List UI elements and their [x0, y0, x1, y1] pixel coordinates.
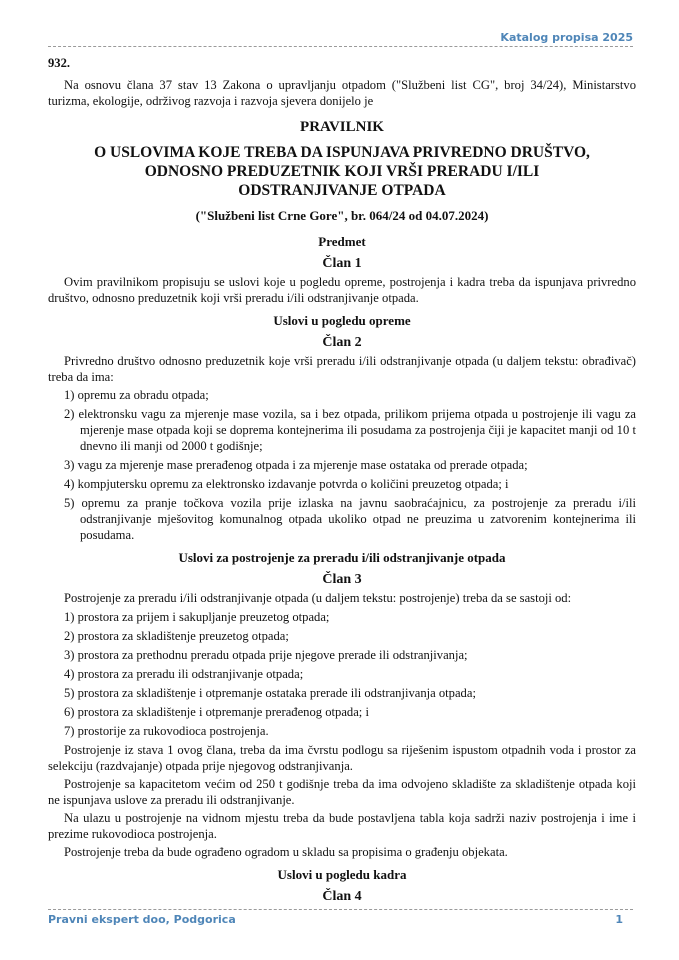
document-type: PRAVILNIK [300, 119, 384, 135]
catalog-label: Katalog propisa 2025 [500, 31, 633, 44]
article-heading: Član 3 [322, 572, 362, 587]
list-item: 1) prostora za prijem i sakupljanje preuzetog otpada; [64, 610, 330, 624]
document-body [48, 55, 636, 905]
list-item: 3) prostora za prethodnu preradu otpada prije njegove prerade ili odstranjivanja; [64, 648, 468, 662]
section-heading: Uslovi u pogledu kadra [277, 867, 407, 882]
paragraph: Privredno društvo odnosno preduzetnik koje vrši preradu i/ili odstranjivanje otpada (u daljem tekstu: obrađivač) treba da ima: [48, 354, 636, 384]
article-heading: Član 1 [322, 256, 362, 271]
preamble: Na osnovu člana 37 stav 13 Zakona o upravljanju otpadom ("Službeni list CG", broj 34/24), Ministarstvo turizma, ekologije, održivog razvoja i razvoja sjevera donijelo je [48, 78, 636, 108]
list-item: 2) prostora za skladištenje preuzetog otpada; [64, 629, 289, 643]
list-item: 6) prostora za skladištenje i otpremanje prerađenog otpada; i [64, 705, 369, 719]
list-item: 3) vagu za mjerenje mase prerađenog otpada i za mjerenje mase ostataka od prerade otpada; [64, 458, 528, 472]
section-heading: Uslovi u pogledu opreme [273, 313, 411, 328]
publisher-label: Pravni ekspert doo, Podgorica [48, 913, 236, 926]
list-item: 2) elektronsku vagu za mjerenje mase vozila, sa i bez otpada, prilikom prijema otpada u postrojenje ili vagu za mjerenje mase otpada koji se doprema kontejnerima ili posudama za postrojenja čiji je kapacitet manji od 10 t dnevno ili manji od 2000 t godišnje; [64, 407, 636, 453]
paragraph: Postrojenje sa kapacitetom većim od 250 t godišnje treba da ima odvojeno skladište za skladištenje otpada koji ne ispunjava uslove za preradu ili odstranjivanje. [48, 777, 636, 807]
list-item: 1) opremu za obradu otpada; [64, 388, 209, 402]
page-footer [48, 909, 633, 929]
page-header [48, 32, 633, 47]
article-heading: Član 2 [322, 335, 362, 350]
list-item: 5) prostora za skladištenje i otpremanje ostataka prerade ili odstranjivanja otpada; [64, 686, 476, 700]
list-item: 5) opremu za pranje točkova vozila prije izlaska na javnu saobraćajnicu, za postrojenje za preradu i/ili odstranjivanje mješovitog komunalnog otpada ukoliko otpad ne preuzima u zatvorenim kontejnerima ili posudama. [64, 496, 636, 542]
page-number: 1 [615, 913, 623, 926]
paragraph: Na ulazu u postrojenje na vidnom mjestu treba da bude postavljena tabla koja sadrži naziv postrojenja i ime i prezime rukovodioca postrojenja. [48, 811, 636, 841]
section-heading: Uslovi za postrojenje za preradu i/ili odstranjivanje otpada [178, 550, 506, 565]
paragraph: Postrojenje iz stava 1 ovog člana, treba da ima čvrstu podlogu sa riješenim ispustom otpadnih voda i prostor za selekciju (razdvajanje) otpada prije njegovog odstranjivanja. [48, 743, 636, 773]
article-heading: Član 4 [322, 889, 362, 904]
list-item: 4) kompjutersku opremu za elektronsko izdavanje potvrda o količini preuzetog otpada; i [64, 477, 509, 491]
section-heading: Predmet [318, 234, 366, 249]
document-number: 932. [48, 56, 71, 70]
gazette-reference: ("Službeni list Crne Gore", br. 064/24 od 04.07.2024) [195, 208, 489, 223]
list-item: 4) prostora za preradu ili odstranjivanje otpada; [64, 667, 304, 681]
paragraph: Ovim pravilnikom propisuju se uslovi koje u pogledu opreme, postrojenja i kadra treba da ispunjava privredno društvo, odnosno preduzetnik koji vrši preradu i/ili odstranjivanje otpada. [48, 275, 636, 305]
list-item: 7) prostorije za rukovodioca postrojenja. [64, 724, 269, 738]
paragraph: Postrojenje treba da bude ograđeno ogradom u skladu sa propisima o građenju objekata. [64, 845, 508, 859]
document-title: O USLOVIMA KOJE TREBA DA ISPUNJAVA PRIVREDNO DRUŠTVO, ODNOSNO PREDUZETNIK KOJI VRŠI PRERADU I/ILI ODSTRANJIVANJE OTPADA [94, 144, 590, 199]
paragraph: Postrojenje za preradu i/ili odstranjivanje otpada (u daljem tekstu: postrojenje) treba da se sastoji od: [64, 591, 572, 605]
